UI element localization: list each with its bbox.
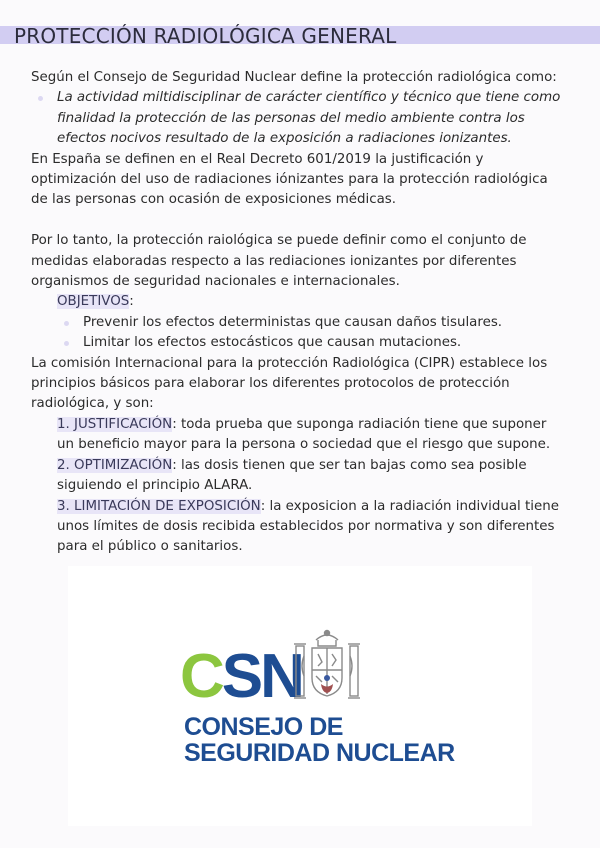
csn-logo-image bbox=[68, 566, 532, 826]
principle-justification bbox=[31, 415, 566, 456]
objectives-colon: : bbox=[129, 294, 134, 310]
csn-logo-letters bbox=[180, 642, 302, 711]
csn-full-name bbox=[184, 714, 455, 766]
principle-optimization bbox=[31, 456, 566, 497]
csn-name-line1: CONSEJO DE bbox=[184, 713, 343, 741]
csn-letters-sn: SN bbox=[221, 642, 302, 711]
principle-text: : toda prueba que suponga radiación tiene que suponer un beneficio mayor para la persona o sociedad que el riesgo que supone. bbox=[57, 416, 551, 453]
objectives-label: OBJETIVOS bbox=[57, 294, 130, 310]
page-title: PROTECCIÓN RADIOLÓGICA GENERAL bbox=[14, 24, 397, 48]
principle-label: 3. LIMITACIÓN DE EXPOSICIÓN bbox=[57, 498, 261, 514]
objective-item: Limitar los efectos estocásticos que causan mutaciones. bbox=[31, 333, 566, 353]
csn-letter-c: C bbox=[180, 642, 222, 711]
csn-name-line2: SEGURIDAD NUCLEAR bbox=[184, 739, 455, 767]
principle-text: : las dosis tienen que ser tan bajas como sea posible siguiendo el principio ALARA. bbox=[57, 457, 527, 494]
spain-paragraph: En España se definen en el Real Decreto 601/2019 la justificación y optimización del uso de radiaciones iónizantes para la protección radiológica de las personas con ocasión de exposiciones médicas. bbox=[31, 151, 548, 208]
principle-label: 1. JUSTIFICACIÓN bbox=[57, 416, 173, 432]
principle-text: : la exposicion a la radiación individual tiene unos límites de dosis recibida establecidos por normativa y son diferentes para el público o sanitarios. bbox=[57, 498, 559, 555]
objective-item: Prevenir los efectos deterministas que causan daños tisulares. bbox=[31, 313, 566, 333]
objectives-heading bbox=[31, 292, 566, 312]
definition-paragraph: Por lo tanto, la protección raiológica se puede definir como el conjunto de medidas elaboradas respecto a las rediaciones ionizantes por diferentes organismos de seguridad nacionales e internacionales. bbox=[31, 233, 527, 290]
document-body bbox=[31, 68, 566, 558]
paragraph-gap bbox=[31, 211, 566, 231]
intro-text: Según el Consejo de Seguridad Nuclear define la protección radiológica como: bbox=[31, 70, 557, 85]
definition-bullet: La actividad miltidisciplinar de carácter científico y técnico que tiene como finalidad la protección de las personas del medio ambiente contra los efectos nocivos resultado de la exposición a radiaciones ionizantes. bbox=[31, 88, 566, 149]
coat-of-arms-icon bbox=[288, 626, 366, 708]
principle-limitation bbox=[31, 497, 566, 558]
cipr-paragraph: La comisión Internacional para la protección Radiológica (CIPR) establece los principios básicos para elaborar los diferentes protocolos de protección radiológica, y son: bbox=[31, 355, 548, 412]
principle-label: 2. OPTIMIZACIÓN bbox=[57, 457, 173, 473]
